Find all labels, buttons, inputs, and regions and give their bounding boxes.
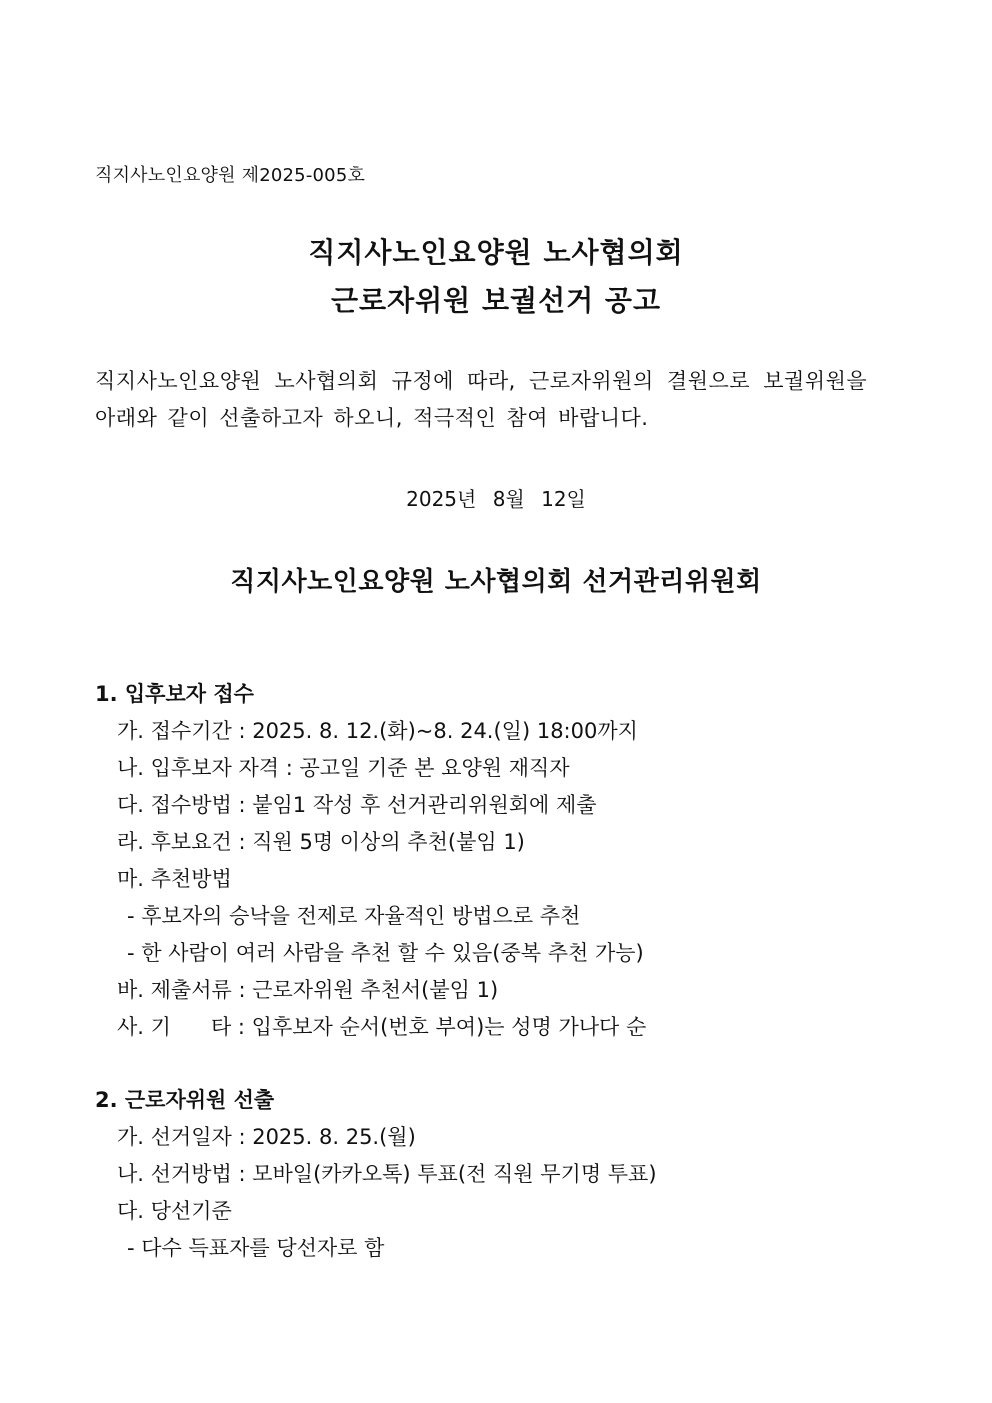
section-heading: 1. 입후보자 접수 bbox=[95, 682, 254, 706]
list-item: 바. 제출서류 : 근로자위원 추천서(붙임 1) bbox=[117, 978, 499, 1002]
list-item: 나. 선거방법 : 모바일(카카오톡) 투표(전 직원 무기명 투표) bbox=[117, 1162, 657, 1186]
list-item: 다. 접수방법 : 붙임1 작성 후 선거관리위원회에 제출 bbox=[117, 793, 597, 817]
sub-list-item: - 다수 득표자를 당선자로 함 bbox=[127, 1236, 385, 1260]
document-number: 직지사노인요양원 제2025-005호 bbox=[95, 165, 366, 186]
intro-line-2: 아래와 같이 선출하고자 하오니, 적극적인 참여 바랍니다. bbox=[95, 406, 649, 430]
title-line-2: 근로자위원 보궐선거 공고 bbox=[330, 284, 662, 317]
section-candidate-registration bbox=[95, 676, 646, 1046]
intro-line-1: 직지사노인요양원 노사협의회 규정에 따라, 근로자위원의 결원으로 보궐위원을 bbox=[95, 369, 868, 393]
list-item: 가. 접수기간 : 2025. 8. 12.(화)~8. 24.(일) 18:00까지 bbox=[117, 719, 638, 743]
sub-list-item: - 한 사람이 여러 사람을 추천 할 수 있음(중복 추천 가능) bbox=[127, 941, 644, 965]
list-item: 라. 후보요건 : 직원 5명 이상의 추천(붙임 1) bbox=[117, 830, 525, 854]
committee-name: 직지사노인요양원 노사협의회 선거관리위원회 bbox=[230, 567, 762, 597]
title-line-1: 직지사노인요양원 노사협의회 bbox=[308, 236, 684, 269]
list-item: 나. 입후보자 자격 : 공고일 기준 본 요양원 재직자 bbox=[117, 756, 570, 780]
list-item: 사. 기 타 : 입후보자 순서(번호 부여)는 성명 가나다 순 bbox=[117, 1015, 647, 1039]
list-item: 마. 추천방법 bbox=[117, 867, 232, 891]
section-heading: 2. 근로자위원 선출 bbox=[95, 1088, 275, 1112]
list-item: 다. 당선기준 bbox=[117, 1199, 232, 1223]
section-worker-member-election bbox=[95, 1082, 657, 1267]
list-item: 가. 선거일자 : 2025. 8. 25.(월) bbox=[117, 1125, 416, 1149]
announcement-date: 2025년 8월 12일 bbox=[406, 487, 586, 511]
sub-list-item: - 후보자의 승낙을 전제로 자율적인 방법으로 추천 bbox=[127, 904, 581, 928]
